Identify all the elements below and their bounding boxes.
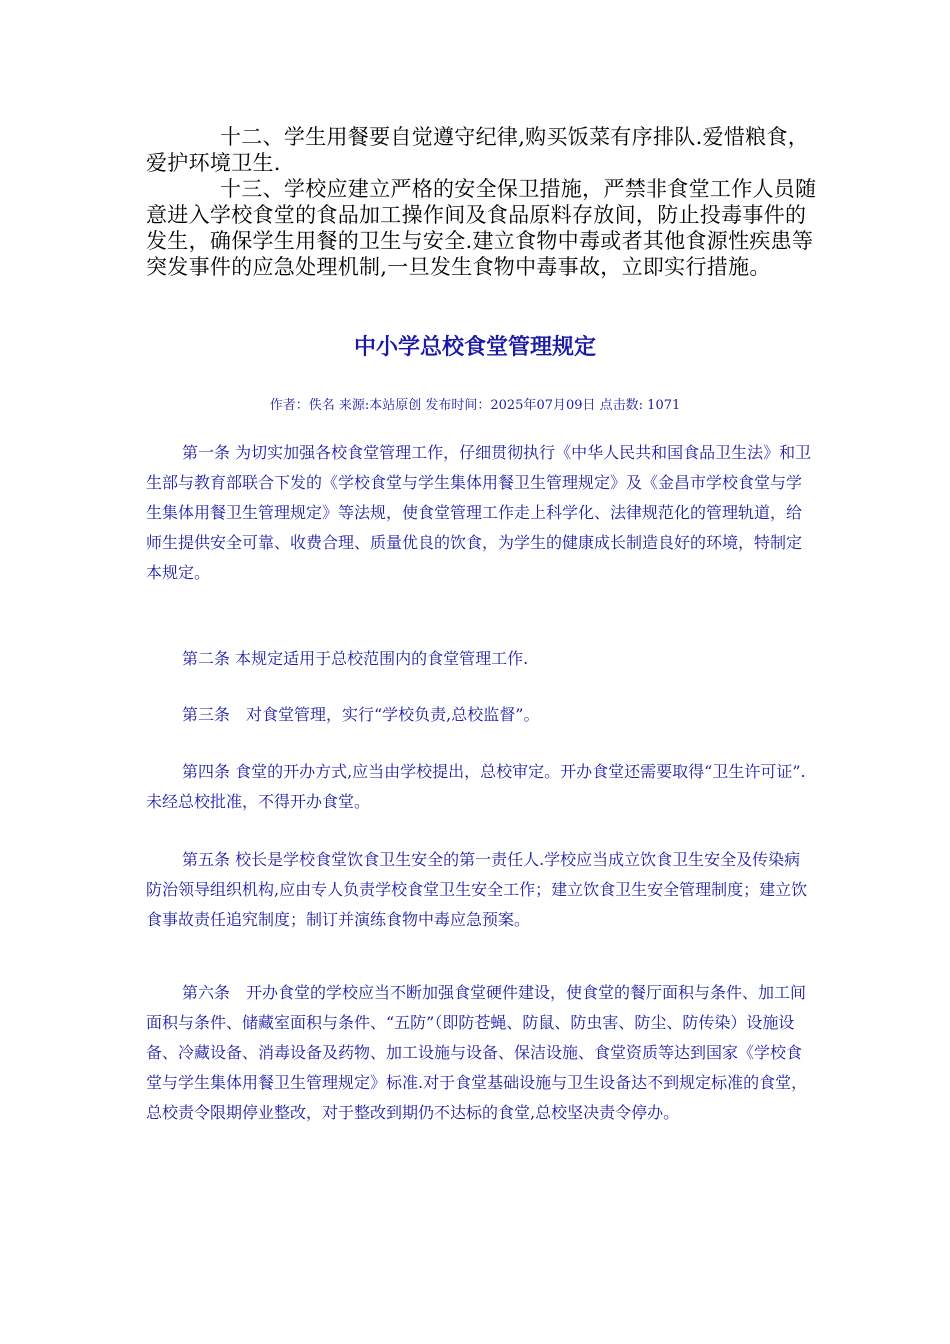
- article-clause-1: 第一条 为切实加强各校食堂管理工作，仔细贯彻执行《中华人民共和国食品卫生法》和卫生部与教育部联合下发的《学校食堂与学生集体用餐卫生管理规定》及《金昌市学校食堂与学生集体用餐卫生管理规定》等法规，使食堂管理工作走上科学化、法律规范化的管理轨道，给师生提供安全可靠、收费合理、质量优良的饮食，为学生的健康成长制造良好的环境，特制定本规定。: [146, 443, 812, 582]
- paragraph-rule-12: 十二、学生用餐要自觉遵守纪律,购买饭菜有序排队.爱惜粮食，爱护环境卫生.: [146, 125, 810, 175]
- article-meta: 作者：佚名 来源:本站原创 发布时间：2025年07月09日 点击数: 1071: [269, 398, 681, 413]
- article-clause-2: 第二条 本规定适用于总校范围内的食堂管理工作.: [182, 649, 529, 668]
- article-clause-4: 第四条 食堂的开办方式,应当由学校提出，总校审定。开办食堂还需要取得“卫生许可证”.未经总校批准，不得开办食堂。: [146, 762, 806, 811]
- paragraph-rule-13: 十三、学校应建立严格的安全保卫措施，严禁非食堂工作人员随意进入学校食堂的食品加工操作间及食品原料存放间，防止投毒事件的发生，确保学生用餐的卫生与安全.建立食物中毒或者其他食源性疾患等突发事件的应急处理机制,一旦发生食物中毒事故，立即实行措施。: [146, 177, 817, 279]
- article-clause-3: 第三条 对食堂管理，实行“学校负责,总校监督”。: [182, 705, 540, 724]
- article-clause-5: 第五条 校长是学校食堂饮食卫生安全的第一责任人.学校应当成立饮食卫生安全及传染病防治领导组织机构,应由专人负责学校食堂卫生安全工作；建立饮食卫生安全管理制度；建立饮食事故责任追究制度；制订并演练食物中毒应急预案。: [146, 850, 808, 929]
- article-title: 中小学总校食堂管理规定: [353, 335, 596, 360]
- article-clause-6: 第六条 开办食堂的学校应当不断加强食堂硬件建设，使食堂的餐厅面积与条件、加工间面积与条件、储藏室面积与条件、“五防”（即防苍蝇、防鼠、防虫害、防尘、防传染）设施设备、冷藏设备、消毒设备及药物、加工设施与设备、保洁设施、食堂资质等达到国家《学校食堂与学生集体用餐卫生管理规定》标准.对于食堂基础设施与卫生设备达不到规定标准的食堂，总校责令限期停业整改，对于整改到期仍不达标的食堂,总校坚决责令停办。: [146, 983, 808, 1122]
